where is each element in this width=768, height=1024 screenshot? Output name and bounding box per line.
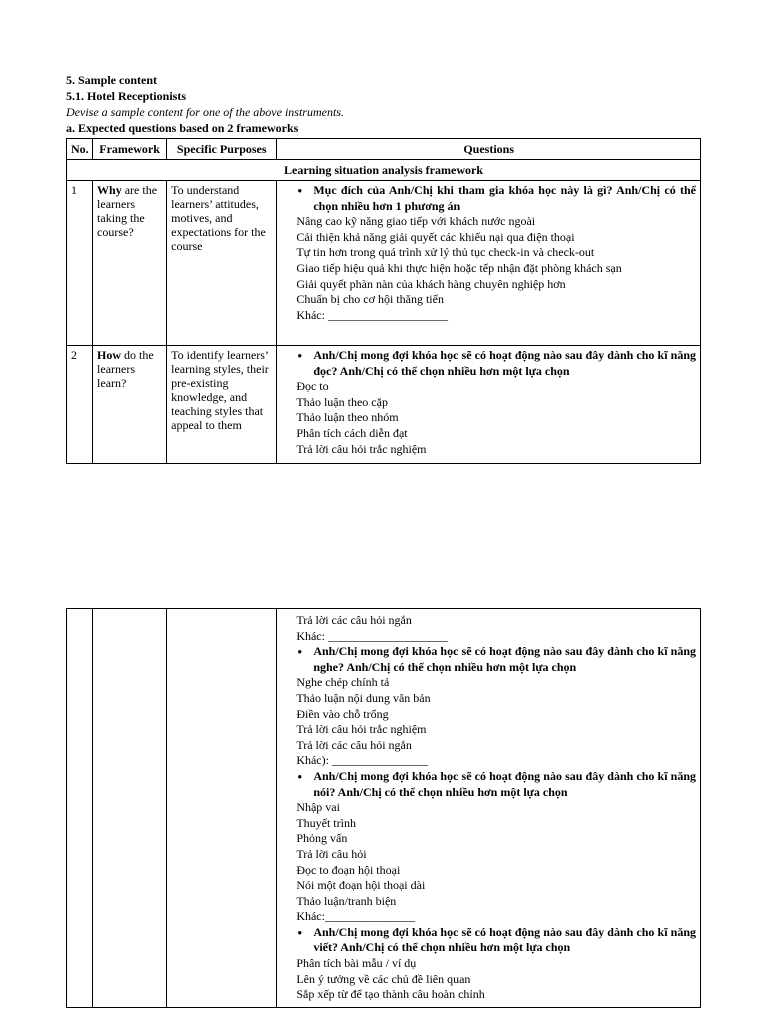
option-item: Thảo luận theo nhóm bbox=[296, 410, 399, 425]
option-item: Trả lời các câu hỏi ngắn bbox=[296, 613, 412, 627]
question-bullet: ● Anh/Chị mong đợi khóa học sẽ có hoạt động nào sau đây dành cho kĩ năng đọc? Anh/Chị có thể chọn nhiều hơn một lựa chọn bbox=[296, 348, 696, 379]
question-bullet: ● Anh/Chị mong đợi khóa học sẽ có hoạt động nào sau đây dành cho kĩ năng viết? Anh/Chị có thể chọn nhiều hơn một lựa chọn bbox=[296, 925, 696, 956]
question-bullet: ● Anh/Chị mong đợi khóa học sẽ có hoạt động nào sau đây dành cho kĩ năng nói? Anh/Chị có thể chọn nhiều hơn một lựa chọn bbox=[296, 769, 696, 800]
table-row bbox=[67, 346, 701, 464]
question-bullet: ● Mục đích của Anh/Chị khi tham gia khóa học này là gì? Anh/Chị có thể chọn nhiều hơn 1 phương án bbox=[296, 183, 696, 214]
option-item: Thảo luận nội dung văn bản bbox=[296, 690, 431, 705]
option-item: Thuyết trình bbox=[296, 815, 356, 830]
row-purpose: To understand learners’ attitudes, motives, and expectations for the course bbox=[167, 181, 277, 346]
option-item: Nói một đoạn hội thoại dài bbox=[296, 878, 426, 893]
section-heading bbox=[66, 73, 706, 137]
table-header-row bbox=[67, 139, 701, 160]
option-item: Trả lời câu hỏi bbox=[296, 846, 367, 861]
questions-table-continued bbox=[66, 608, 701, 1008]
option-item: Khác: ____________________ bbox=[296, 307, 448, 322]
row-framework: Why are the learners taking the course? bbox=[93, 181, 167, 346]
option-item: Trả lời các câu hỏi ngắn bbox=[296, 737, 412, 752]
instruction-text: Devise a sample content for one of the above instruments. bbox=[66, 105, 344, 119]
row-number: 1 bbox=[67, 181, 93, 346]
option-item: Khác:_______________ bbox=[296, 909, 415, 924]
option-item: Phân tích cách diễn đạt bbox=[296, 425, 408, 440]
option-item: Nâng cao kỹ năng giao tiếp với khách nước ngoài bbox=[296, 214, 536, 229]
section-title: 5. Sample content bbox=[66, 73, 157, 87]
option-item: Nhập vai bbox=[296, 800, 340, 815]
option-item: Trả lời câu hỏi trắc nghiệm bbox=[296, 441, 427, 456]
row-questions bbox=[277, 346, 701, 464]
questions-table bbox=[66, 138, 701, 464]
header-no: No. bbox=[67, 139, 93, 160]
subsection-title: 5.1. Hotel Receptionists bbox=[66, 89, 186, 103]
option-item: Khác): ________________ bbox=[296, 753, 428, 768]
row-number bbox=[67, 609, 93, 1008]
option-item: Nghe chép chính tả bbox=[296, 675, 390, 690]
row-questions bbox=[277, 181, 701, 346]
option-item: Giải quyết phàn nàn của khách hàng chuyên nghiệp hơn bbox=[296, 276, 566, 291]
header-purposes: Specific Purposes bbox=[167, 139, 277, 160]
row-framework bbox=[93, 609, 167, 1008]
table-row bbox=[67, 181, 701, 346]
option-item: Phân tích bài mẫu / ví dụ bbox=[296, 956, 417, 971]
framework-title-row bbox=[67, 160, 701, 181]
option-item: Tự tin hơn trong quá trình xử lý thủ tục check-in và check-out bbox=[296, 245, 595, 260]
option-item: Khác: ____________________ bbox=[296, 628, 448, 643]
option-item: Trả lời câu hỏi trắc nghiệm bbox=[296, 722, 427, 737]
row-purpose: To identify learners’ learning styles, their pre-existing knowledge, and teaching styles that appeal to them bbox=[167, 346, 277, 464]
option-item: Phỏng vấn bbox=[296, 831, 348, 846]
row-number: 2 bbox=[67, 346, 93, 464]
row-framework: How do the learners learn? bbox=[93, 346, 167, 464]
option-item: Thảo luận/tranh biện bbox=[296, 893, 397, 908]
part-title: a. Expected questions based on 2 frameworks bbox=[66, 121, 299, 135]
option-item: Đọc to đoạn hội thoại bbox=[296, 862, 401, 877]
option-item: Sắp xếp từ để tạo thành câu hoàn chỉnh bbox=[296, 987, 485, 1002]
question-bullet: ● Anh/Chị mong đợi khóa học sẽ có hoạt động nào sau đây dành cho kĩ năng nghe? Anh/Chị có thể chọn nhiều hơn một lựa chọn bbox=[296, 644, 696, 675]
table-row bbox=[67, 609, 701, 1008]
header-questions: Questions bbox=[277, 139, 701, 160]
framework-title: Learning situation analysis framework bbox=[67, 160, 701, 181]
option-item: Cải thiện khả năng giải quyết các khiếu nại qua điện thoại bbox=[296, 229, 575, 244]
option-item: Thảo luận theo cặp bbox=[296, 394, 388, 409]
option-item: Giao tiếp hiệu quả khi thực hiện hoặc tếp nhận đặt phòng khách sạn bbox=[296, 260, 622, 275]
option-item: Đọc to bbox=[296, 379, 329, 394]
option-item: Lên ý tưởng về các chủ đề liên quan bbox=[296, 971, 471, 986]
row-questions bbox=[277, 609, 701, 1008]
option-item: Điền vào chỗ trống bbox=[296, 706, 389, 721]
header-framework: Framework bbox=[93, 139, 167, 160]
row-purpose bbox=[167, 609, 277, 1008]
option-item: Chuẩn bị cho cơ hội thăng tiến bbox=[296, 292, 444, 307]
